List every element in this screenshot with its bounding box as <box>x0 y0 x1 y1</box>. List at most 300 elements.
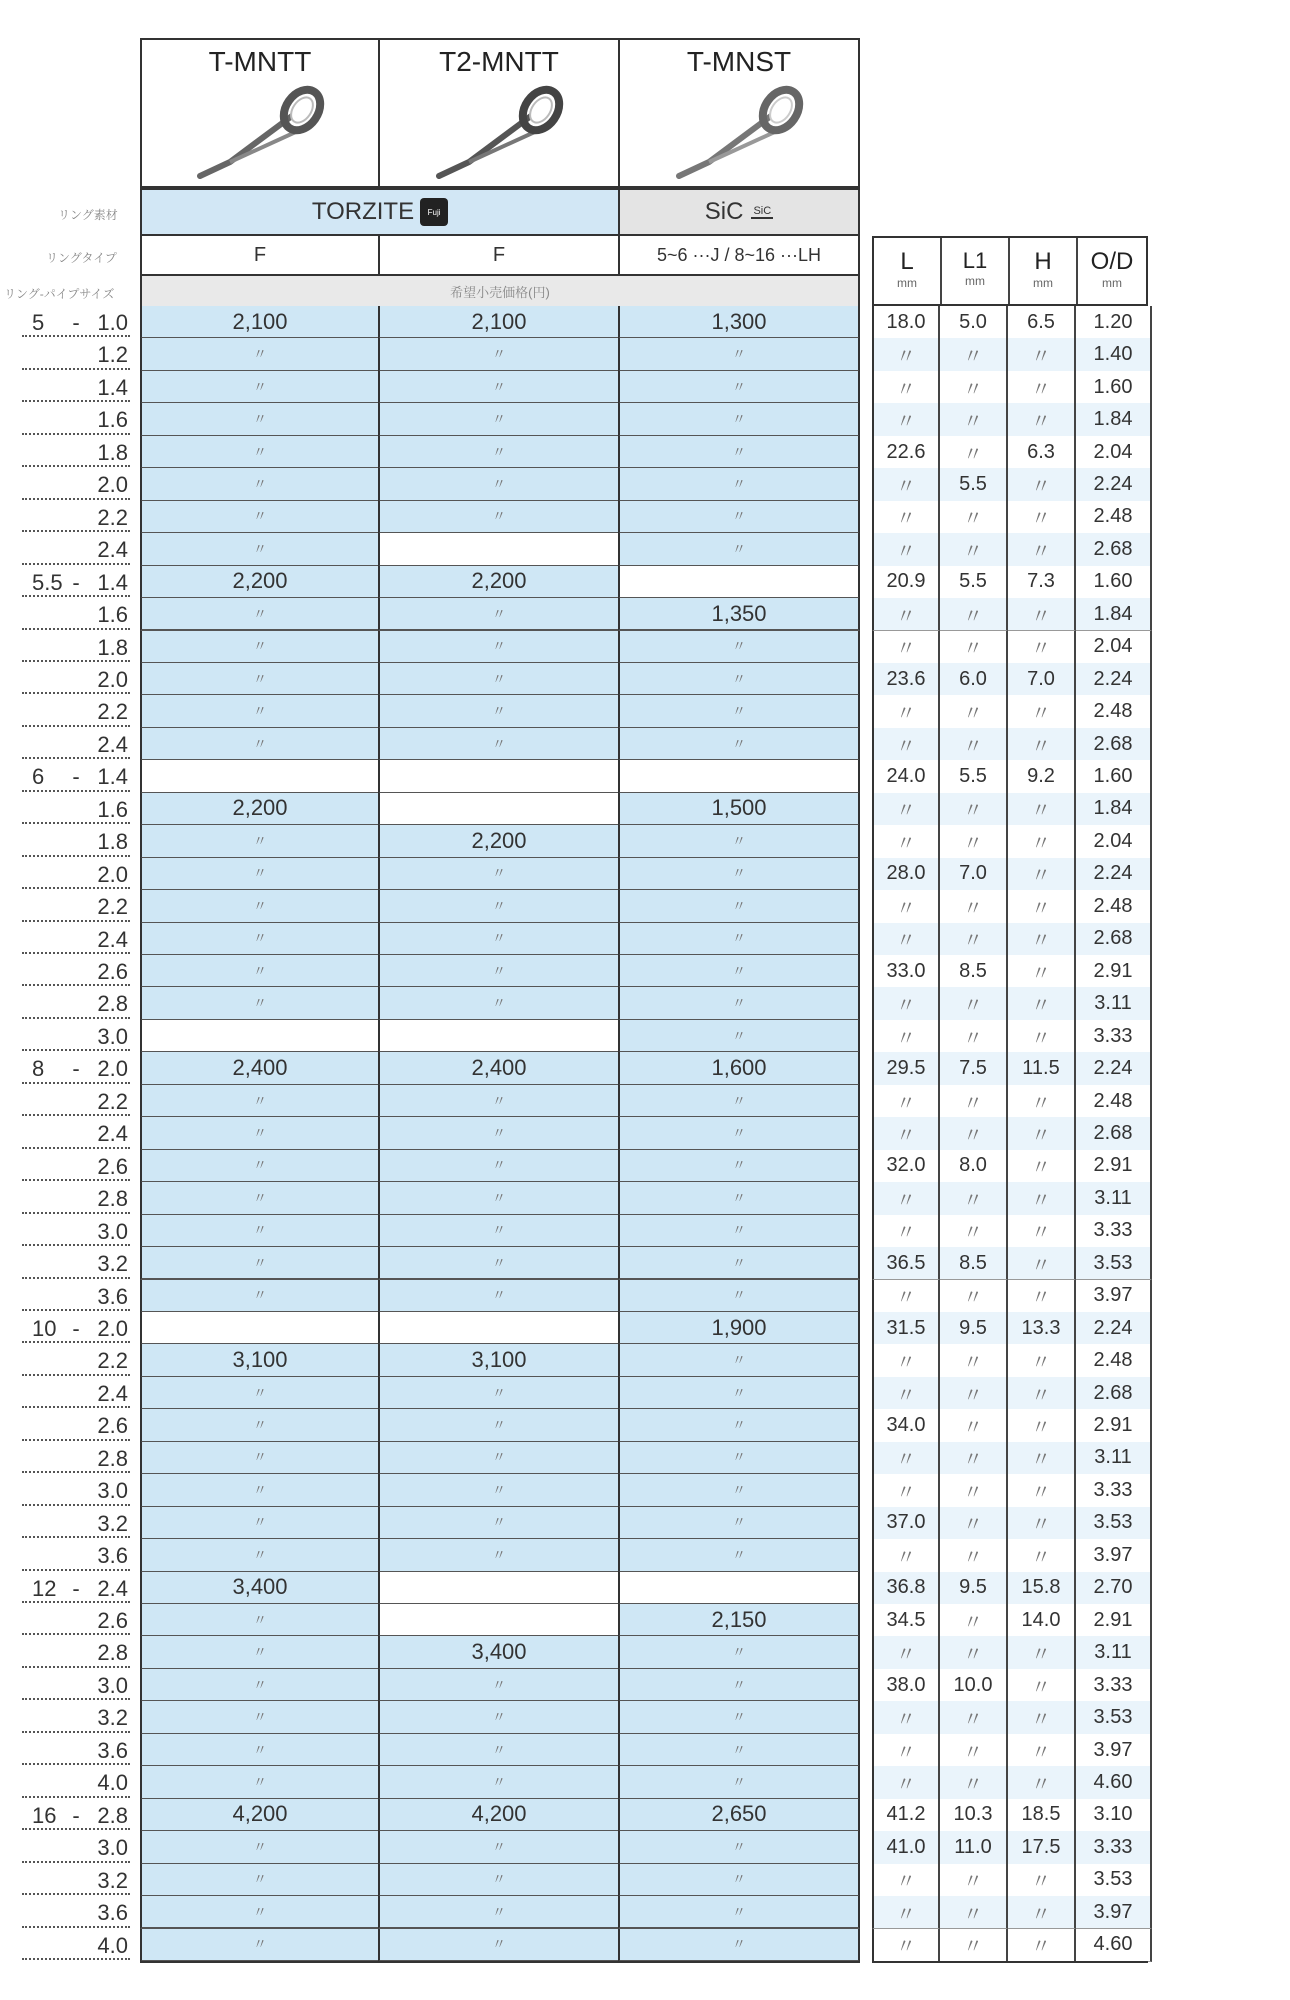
size-underline <box>22 725 130 727</box>
size-minor: 2.4 <box>97 1121 128 1147</box>
price-cell: 〃 <box>378 338 620 371</box>
price-cell: 〃 <box>140 1734 380 1767</box>
size-underline <box>22 1147 130 1149</box>
price-cell: 〃 <box>378 436 620 469</box>
size-minor: 3.0 <box>97 1478 128 1504</box>
dimension-cell: 2.48 <box>1076 695 1152 728</box>
price-cell: 〃 <box>140 955 380 988</box>
size-underline <box>22 1504 130 1506</box>
price-cell: 〃 <box>618 728 860 761</box>
dim-header-l1 <box>942 238 1010 304</box>
dimension-cell: 2.91 <box>1076 1409 1152 1442</box>
dimension-cell: 36.5 <box>872 1247 940 1280</box>
dimension-cell: 2.48 <box>1076 501 1152 534</box>
dimension-cell: 〃 <box>1008 1442 1076 1475</box>
price-cell: 〃 <box>140 1701 380 1734</box>
dimension-cell: 4.60 <box>1076 1929 1152 1962</box>
dimension-cell: 2.24 <box>1076 1052 1152 1085</box>
price-cell: 〃 <box>378 1831 620 1864</box>
size-minor: 2.2 <box>97 894 128 920</box>
dimension-cell: 2.68 <box>1076 1117 1152 1150</box>
price-cell: 2,100 <box>378 306 620 339</box>
dimension-cell: 4.60 <box>1076 1766 1152 1799</box>
guide-product-image <box>429 84 569 184</box>
price-cell <box>140 1312 380 1345</box>
dimension-cell: 〃 <box>940 1604 1008 1637</box>
price-cell: 〃 <box>140 1474 380 1507</box>
price-cell: 1,350 <box>618 598 860 631</box>
price-cell <box>378 1604 620 1637</box>
dim-header-unit: mm <box>897 276 917 290</box>
size-dash: - <box>72 1315 80 1341</box>
dimension-cell: 〃 <box>1008 1215 1076 1248</box>
price-cell: 〃 <box>618 987 860 1020</box>
dimension-cell: 8.5 <box>940 1247 1008 1280</box>
price-cell: 〃 <box>618 1734 860 1767</box>
size-minor: 2.2 <box>97 1088 128 1114</box>
dimension-cell: 〃 <box>872 1117 940 1150</box>
dimension-cell: 〃 <box>872 728 940 761</box>
price-cell: 〃 <box>618 1215 860 1248</box>
dimension-cell: 5.5 <box>940 760 1008 793</box>
model-name: T-MNST <box>686 46 792 77</box>
dimension-cell: 〃 <box>940 533 1008 566</box>
size-minor: 4.0 <box>97 1932 128 1958</box>
price-cell: 〃 <box>378 1117 620 1150</box>
dimension-cell: 17.5 <box>1008 1831 1076 1864</box>
price-cell: 〃 <box>140 663 380 696</box>
size-underline <box>22 920 130 922</box>
size-minor: 2.0 <box>97 666 128 692</box>
dimension-cell: 1.84 <box>1076 793 1152 826</box>
price-cell: 〃 <box>618 858 860 891</box>
price-cell: 〃 <box>378 663 620 696</box>
dimension-cell: 2.91 <box>1076 1150 1152 1183</box>
dim-header-h <box>1010 238 1078 304</box>
price-cell: 〃 <box>378 1701 620 1734</box>
size-major: 5 <box>32 310 45 335</box>
dimension-cell: 〃 <box>1008 1636 1076 1669</box>
size-underline <box>22 757 130 759</box>
dimension-cell: 〃 <box>1008 858 1076 891</box>
price-cell: 〃 <box>618 533 860 566</box>
dimension-cell: 〃 <box>940 1409 1008 1442</box>
dimension-cell: 〃 <box>1008 1182 1076 1215</box>
dimension-cell: 〃 <box>872 1929 940 1962</box>
price-cell: 1,500 <box>618 793 860 826</box>
size-minor: 2.8 <box>97 1640 128 1666</box>
price-cell <box>378 1312 620 1345</box>
size-underline <box>22 1861 130 1863</box>
price-cell: 〃 <box>140 1896 380 1929</box>
price-cell: 2,650 <box>618 1799 860 1832</box>
size-minor: 2.0 <box>97 1315 128 1341</box>
price-cell: 〃 <box>618 695 860 728</box>
size-underline <box>22 1309 130 1311</box>
price-cell: 〃 <box>378 1539 620 1572</box>
price-cell: 〃 <box>618 1344 860 1377</box>
price-cell: 〃 <box>618 825 860 858</box>
price-cell: 〃 <box>378 1442 620 1475</box>
sic-mark: SiC <box>753 205 772 217</box>
price-cell: 2,200 <box>378 825 620 858</box>
dimension-cell: 〃 <box>872 598 940 631</box>
dimension-cell: 〃 <box>1008 338 1076 371</box>
price-cell: 〃 <box>140 890 380 923</box>
dimension-cell: 7.3 <box>1008 566 1076 599</box>
dimension-cell: 〃 <box>1008 468 1076 501</box>
price-cell: 〃 <box>378 1280 620 1313</box>
dim-header-l <box>874 238 942 304</box>
size-minor: 2.0 <box>97 861 128 887</box>
dimension-cell: 9.5 <box>940 1312 1008 1345</box>
price-cell: 〃 <box>140 1636 380 1669</box>
price-cell: 〃 <box>140 1507 380 1540</box>
dimension-cell: 37.0 <box>872 1507 940 1540</box>
dimension-cell: 3.53 <box>1076 1507 1152 1540</box>
torzite-logo-icon <box>420 198 448 226</box>
dimension-cell: 5.0 <box>940 306 1008 339</box>
dim-header-label: L1 <box>962 248 988 273</box>
material-sic <box>618 188 860 236</box>
ring-type-value: F <box>380 236 620 274</box>
price-cell: 〃 <box>140 825 380 858</box>
dimension-cell: 〃 <box>872 1474 940 1507</box>
price-cell: 〃 <box>378 1896 620 1929</box>
price-cell: 〃 <box>140 1280 380 1313</box>
size-minor: 2.4 <box>97 1380 128 1406</box>
dimension-cell: 〃 <box>1008 631 1076 664</box>
dimension-cell: 〃 <box>1008 501 1076 534</box>
price-cell: 〃 <box>378 728 620 761</box>
size-minor: 1.6 <box>97 602 128 628</box>
price-cell: 〃 <box>378 1734 620 1767</box>
guide-product-image <box>669 84 809 184</box>
dimension-cell: 〃 <box>1008 1377 1076 1410</box>
price-cell: 〃 <box>618 890 860 923</box>
price-cell: 〃 <box>378 695 620 728</box>
dimension-cell: 〃 <box>1008 890 1076 923</box>
size-dash: - <box>72 569 80 595</box>
dimension-cell: 15.8 <box>1008 1572 1076 1605</box>
dimension-cell: 3.33 <box>1076 1215 1152 1248</box>
size-underline <box>22 692 130 694</box>
price-cell: 〃 <box>618 468 860 501</box>
size-minor: 2.6 <box>97 1153 128 1179</box>
dimension-cell: 2.24 <box>1076 1312 1152 1345</box>
size-underline <box>22 563 130 565</box>
dimension-cell: 〃 <box>872 1539 940 1572</box>
price-cell: 〃 <box>378 468 620 501</box>
size-dash: - <box>72 764 80 790</box>
dimension-cell: 〃 <box>1008 695 1076 728</box>
dim-header-unit: mm <box>1033 276 1053 290</box>
price-cell: 〃 <box>618 1117 860 1150</box>
dimension-cell: 2.48 <box>1076 890 1152 923</box>
dim-header-od <box>1078 238 1146 304</box>
size-underline <box>22 530 130 532</box>
price-cell: 〃 <box>378 858 620 891</box>
dimension-cell: 〃 <box>940 793 1008 826</box>
price-cell: 〃 <box>378 1474 620 1507</box>
size-minor: 3.0 <box>97 1218 128 1244</box>
price-cell: 〃 <box>140 728 380 761</box>
size-minor: 2.4 <box>97 1575 128 1601</box>
torzite-mark: Fuji <box>427 207 441 217</box>
price-cell: 〃 <box>140 1766 380 1799</box>
dimension-cell: 〃 <box>940 987 1008 1020</box>
dimension-cell: 〃 <box>940 598 1008 631</box>
price-cell: 〃 <box>618 1474 860 1507</box>
price-cell: 1,600 <box>618 1052 860 1085</box>
price-cell <box>140 760 380 793</box>
dimension-cell: 3.53 <box>1076 1701 1152 1734</box>
dimension-cell: 〃 <box>1008 1409 1076 1442</box>
size-dash: - <box>72 1056 80 1082</box>
dimension-cell: 7.0 <box>1008 663 1076 696</box>
dimension-cell: 2.04 <box>1076 825 1152 858</box>
size-minor: 2.2 <box>97 1348 128 1374</box>
dimension-cell: 〃 <box>872 533 940 566</box>
dimension-cell: 20.9 <box>872 566 940 599</box>
size-underline <box>22 952 130 954</box>
price-cell: 〃 <box>140 436 380 469</box>
size-underline <box>22 660 130 662</box>
dimension-cell: 6.3 <box>1008 436 1076 469</box>
price-cell: 〃 <box>618 923 860 956</box>
dimension-cell: 〃 <box>872 1377 940 1410</box>
size-minor: 2.0 <box>97 472 128 498</box>
dimension-cell: 〃 <box>940 631 1008 664</box>
size-underline <box>22 1893 130 1895</box>
dimension-cell: 〃 <box>1008 1669 1076 1702</box>
price-cell: 〃 <box>618 663 860 696</box>
size-major: 8 <box>32 1056 45 1082</box>
size-major: 12 <box>32 1575 57 1601</box>
price-cell: 〃 <box>378 631 620 664</box>
size-minor: 3.6 <box>97 1543 128 1569</box>
dimension-cell: 〃 <box>940 1280 1008 1313</box>
size-minor: 3.0 <box>97 1023 128 1049</box>
dimension-cell: 〃 <box>872 1766 940 1799</box>
size-minor: 2.6 <box>97 959 128 984</box>
dimension-cell: 〃 <box>872 1636 940 1669</box>
price-cell: 〃 <box>140 1604 380 1637</box>
dimension-cell: 36.8 <box>872 1572 940 1605</box>
dimension-cell: 2.48 <box>1076 1085 1152 1118</box>
dimension-cell: 〃 <box>872 1864 940 1897</box>
price-cell: 〃 <box>618 1085 860 1118</box>
price-cell <box>618 760 860 793</box>
dimension-cell: 3.53 <box>1076 1864 1152 1897</box>
dimension-cell: 3.97 <box>1076 1734 1152 1767</box>
price-cell: 〃 <box>618 1247 860 1280</box>
dimension-cell: 〃 <box>1008 1896 1076 1929</box>
price-cell: 〃 <box>378 1182 620 1215</box>
dimension-cell: 〃 <box>872 890 940 923</box>
dimension-cell: 7.0 <box>940 858 1008 891</box>
price-cell: 〃 <box>618 338 860 371</box>
price-cell: 3,400 <box>140 1572 380 1605</box>
dimension-cell: 3.10 <box>1076 1799 1152 1832</box>
torzite-label: TORZITE <box>311 198 415 225</box>
dimension-cell: 14.0 <box>1008 1604 1076 1637</box>
dimension-cell: 3.53 <box>1076 1247 1152 1280</box>
price-cell: 〃 <box>378 987 620 1020</box>
dimension-cell: 〃 <box>872 923 940 956</box>
dimension-cell: 〃 <box>1008 1150 1076 1183</box>
price-cell: 〃 <box>140 1442 380 1475</box>
price-cell: 〃 <box>378 955 620 988</box>
price-cell: 〃 <box>140 338 380 371</box>
dimension-cell: 2.68 <box>1076 923 1152 956</box>
size-underline <box>22 1698 130 1700</box>
dimension-cell: 〃 <box>1008 1280 1076 1313</box>
dimension-cell: 〃 <box>940 1701 1008 1734</box>
dimension-cell: 3.33 <box>1076 1474 1152 1507</box>
price-cell: 〃 <box>378 1766 620 1799</box>
price-cell: 3,100 <box>378 1344 620 1377</box>
dimension-cell: 1.84 <box>1076 598 1152 631</box>
dimension-cell: 2.70 <box>1076 1572 1152 1605</box>
dimension-cell: 2.04 <box>1076 631 1152 664</box>
size-minor: 2.8 <box>97 1445 128 1471</box>
price-cell: 〃 <box>378 1377 620 1410</box>
size-underline <box>22 1406 130 1408</box>
guide-product-image <box>190 84 330 184</box>
dimension-cell: 〃 <box>940 1474 1008 1507</box>
dim-header-label: O/D <box>1090 248 1134 275</box>
label-ring-type: リングタイプ <box>46 251 117 265</box>
price-cell: 〃 <box>378 501 620 534</box>
size-underline <box>22 1244 130 1246</box>
dimension-cell: 8.0 <box>940 1150 1008 1183</box>
dimension-cell: 〃 <box>940 1344 1008 1377</box>
size-underline <box>22 1374 130 1376</box>
price-cell: 〃 <box>378 890 620 923</box>
dimension-cell: 34.0 <box>872 1409 940 1442</box>
dimension-cell: 2.24 <box>1076 858 1152 891</box>
dimension-cell: 2.48 <box>1076 1344 1152 1377</box>
dimension-cell: 9.2 <box>1008 760 1076 793</box>
size-minor: 3.2 <box>97 1705 128 1731</box>
size-underline <box>22 1828 130 1830</box>
dimension-cell: 28.0 <box>872 858 940 891</box>
price-cell: 〃 <box>140 858 380 891</box>
size-underline <box>22 1796 130 1798</box>
dimension-cell: 〃 <box>940 1442 1008 1475</box>
size-underline <box>22 498 130 500</box>
price-cell: 〃 <box>378 1409 620 1442</box>
dimension-cell: 2.68 <box>1076 728 1152 761</box>
size-underline <box>22 790 130 792</box>
dimension-cell: 〃 <box>872 1344 940 1377</box>
price-cell: 〃 <box>618 1377 860 1410</box>
dimension-cell: 〃 <box>1008 1085 1076 1118</box>
dimension-cell: 〃 <box>940 1182 1008 1215</box>
price-cell: 2,400 <box>140 1052 380 1085</box>
dimension-cell: 〃 <box>1008 825 1076 858</box>
price-cell: 〃 <box>618 955 860 988</box>
price-cell <box>378 533 620 566</box>
dimension-cell: 〃 <box>1008 728 1076 761</box>
dim-header-unit: mm <box>965 274 985 288</box>
dimension-cell: 〃 <box>1008 987 1076 1020</box>
model-header-3 <box>618 38 860 188</box>
dimension-cell: 〃 <box>940 436 1008 469</box>
price-cell: 〃 <box>618 1020 860 1053</box>
dimension-cell: 〃 <box>940 890 1008 923</box>
dimension-cell: 〃 <box>1008 1117 1076 1150</box>
dimension-cell: 1.60 <box>1076 760 1152 793</box>
price-cell: 〃 <box>618 1896 860 1929</box>
price-cell: 〃 <box>618 1636 860 1669</box>
price-cell: 〃 <box>378 371 620 404</box>
dim-header-label: L <box>900 248 914 275</box>
sic-label: SiC <box>704 198 744 225</box>
price-cell: 2,100 <box>140 306 380 339</box>
price-cell <box>378 793 620 826</box>
material-torzite <box>140 188 620 236</box>
price-cell: 〃 <box>140 1247 380 1280</box>
price-cell: 〃 <box>618 1182 860 1215</box>
dimension-cell: 〃 <box>940 923 1008 956</box>
price-cell: 1,300 <box>618 306 860 339</box>
size-minor: 3.6 <box>97 1283 128 1309</box>
size-underline <box>22 1179 130 1181</box>
price-cell: 〃 <box>378 598 620 631</box>
dimension-cell: 〃 <box>872 468 940 501</box>
size-underline <box>22 1666 130 1668</box>
label-ring-material: リング素材 <box>58 208 118 222</box>
size-underline <box>22 628 130 630</box>
ring-type-value: 5~6 ···J / 8~16 ···LH <box>656 244 822 265</box>
dimension-cell: 〃 <box>872 695 940 728</box>
dimension-cell: 〃 <box>1008 1020 1076 1053</box>
dimension-cell: 〃 <box>872 1085 940 1118</box>
dimension-cell: 41.0 <box>872 1831 940 1864</box>
dimension-cell: 〃 <box>872 1442 940 1475</box>
model-name: T2-MNTT <box>439 46 559 77</box>
dimension-cell: 〃 <box>872 825 940 858</box>
dimension-cell: 18.5 <box>1008 1799 1076 1832</box>
size-underline <box>22 433 130 435</box>
dimension-cell: 〃 <box>872 403 940 436</box>
size-underline <box>22 1277 130 1279</box>
model-header-2 <box>378 38 620 188</box>
dimension-cell: 3.11 <box>1076 987 1152 1020</box>
dimension-cell: 2.68 <box>1076 1377 1152 1410</box>
price-cell <box>378 1020 620 1053</box>
size-underline <box>22 1536 130 1538</box>
price-cell: 〃 <box>140 1215 380 1248</box>
price-cell: 〃 <box>140 371 380 404</box>
size-minor: 3.6 <box>97 1737 128 1763</box>
price-cell: 〃 <box>140 923 380 956</box>
dimension-cell: 〃 <box>940 1507 1008 1540</box>
size-minor: 3.6 <box>97 1900 128 1926</box>
dimension-cell: 〃 <box>872 987 940 1020</box>
dimension-cell: 〃 <box>940 1864 1008 1897</box>
size-minor: 1.4 <box>97 374 128 400</box>
dimension-cell: 11.5 <box>1008 1052 1076 1085</box>
dimension-cell: 〃 <box>940 371 1008 404</box>
dimension-cell: 〃 <box>940 1117 1008 1150</box>
size-underline <box>22 400 130 402</box>
dimension-cell: 3.11 <box>1076 1636 1152 1669</box>
dimension-cell: 2.24 <box>1076 468 1152 501</box>
dimension-cell: 2.24 <box>1076 663 1152 696</box>
